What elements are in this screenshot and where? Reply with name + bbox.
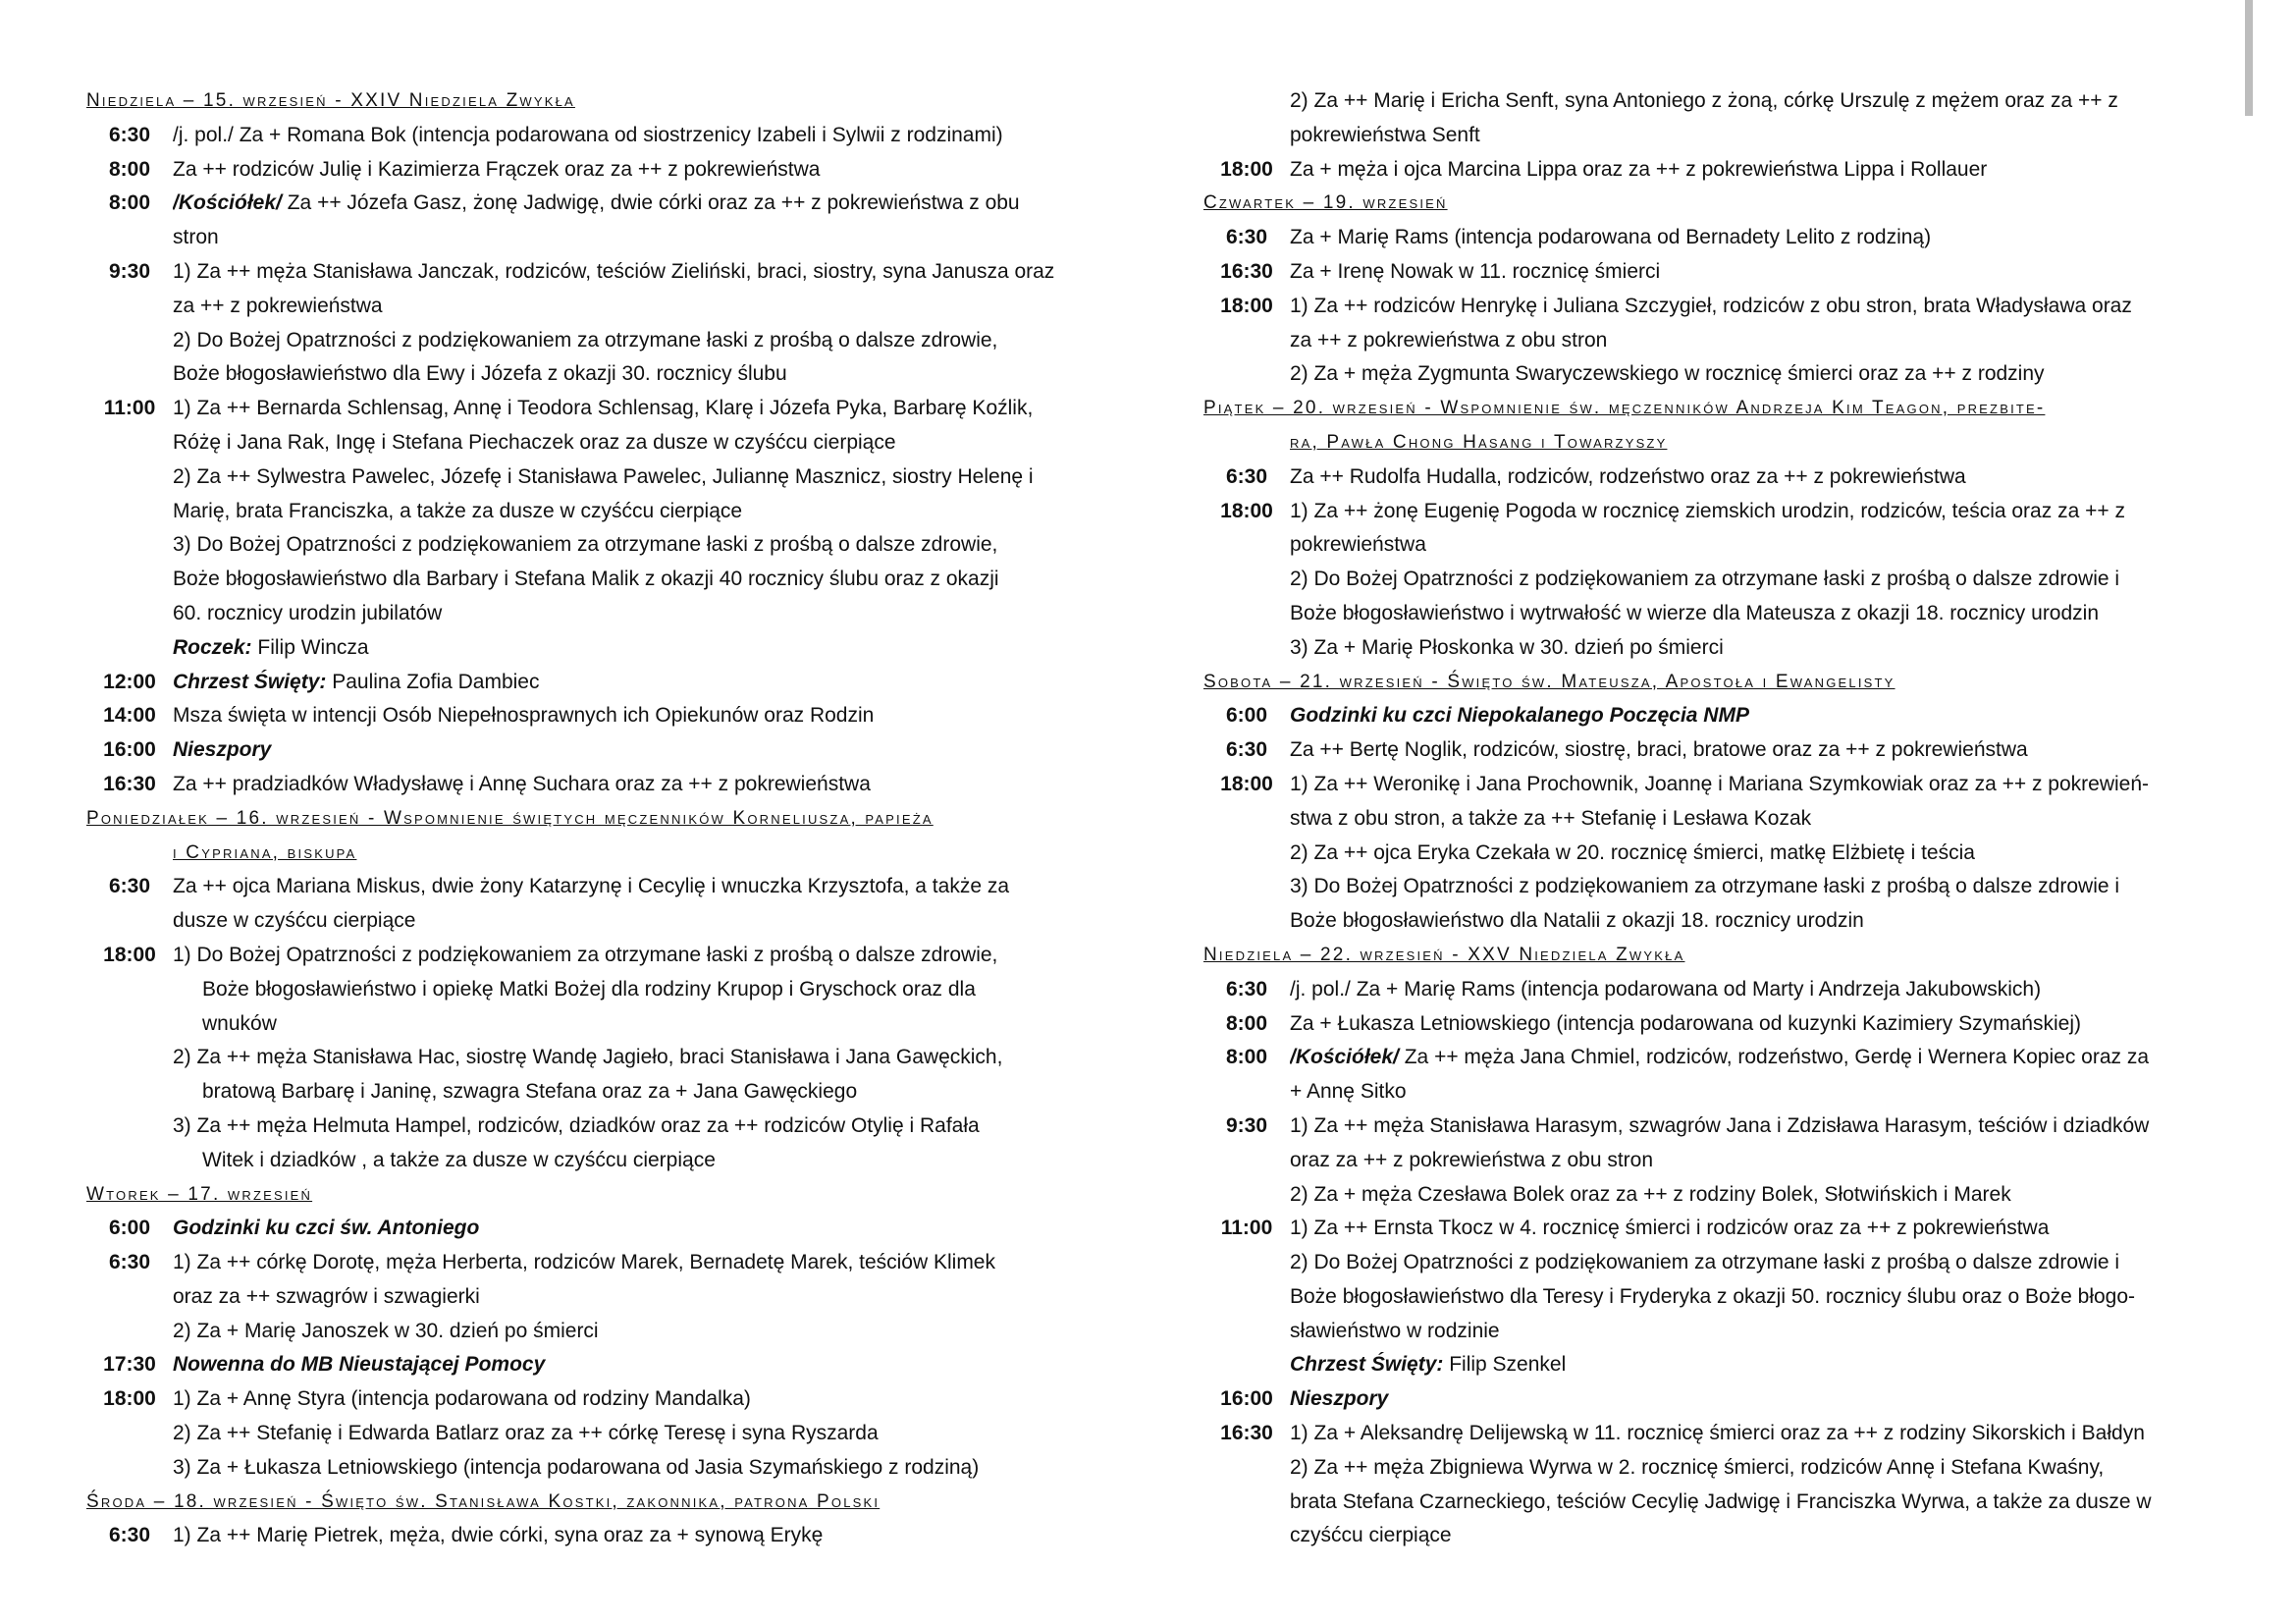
intention-text: wnuków — [202, 1011, 277, 1035]
mass-time — [86, 597, 173, 631]
intention-text: Za ++ pradziadków Władysławę i Annę Suchara oraz za ++ z pokrewieństwa — [173, 772, 871, 795]
mass-entry-continuation — [1203, 1075, 2221, 1110]
intention-text: Boże błogosławieństwo i opiekę Matki Bożej dla rodziny Krupop i Gryschock oraz dla — [202, 977, 976, 1001]
intention-text: Boże błogosławieństwo dla Teresy i Fryderyka z okazji 50. rocznicy ślubu oraz o Boże błogo- — [1290, 1284, 2136, 1308]
intention-text: Różę i Jana Rak, Ingę i Stefana Piechaczek oraz za dusze w czyśćcu cierpiące — [173, 430, 896, 454]
intention-text: za ++ z pokrewieństwa — [173, 294, 383, 317]
mass-time — [86, 290, 173, 324]
mass-entry — [1203, 495, 2221, 529]
intention-text: 1) Za + Aleksandrę Delijewską w 11. rocznicę śmierci oraz za ++ z rodziny Sikorskich i Bałdyn — [1290, 1422, 2145, 1445]
intention-text: Za ++ Rudolfa Hudalla, rodziców, rodzeństwo oraz za ++ z pokrewieństwa — [1290, 464, 1966, 488]
day-heading-text: Czwartek – 19. wrzesień — [1203, 192, 1448, 214]
intention-text: sławieństwo w rodzinie — [1290, 1319, 1500, 1342]
mass-entry — [1203, 733, 2221, 768]
mass-time — [86, 1451, 173, 1486]
intention-text: 3) Za + Łukasza Letniowskiego (intencja podarowana od Jasia Szymańskiego z rodziną) — [173, 1455, 980, 1479]
mass-time: 16:00 — [103, 738, 156, 762]
mass-time — [1203, 1486, 1290, 1520]
mass-time — [1203, 119, 1290, 153]
day-heading-text: i Cypriana, biskupa — [173, 841, 357, 863]
day-heading — [86, 84, 1104, 119]
mass-entry-continuation — [1203, 1451, 2221, 1486]
day-heading — [1203, 392, 2221, 426]
intention-text: 3) Do Bożej Opatrzności z podziękowaniem za otrzymane łaski z prośbą o dalsze zdrowie, — [173, 533, 998, 557]
mass-time — [1203, 802, 1290, 837]
mass-entry — [86, 768, 1104, 802]
mass-time — [86, 904, 173, 939]
intention-text: 2) Za ++ Stefanię i Edwarda Batlarz oraz za ++ córkę Teresę i syna Ryszarda — [173, 1422, 879, 1445]
mass-time: 18:00 — [1220, 499, 1273, 522]
mass-time: 9:30 — [1225, 1113, 1268, 1137]
mass-time — [1203, 1280, 1290, 1315]
intention-text: 60. rocznicy urodzin jubilatów — [173, 601, 443, 624]
emphasis-label: Nieszpory — [173, 738, 272, 762]
intention-text: bratową Barbarę i Janinę, szwagra Stefana oraz za + Jana Gawęckiego — [202, 1080, 858, 1104]
mass-time — [86, 1041, 173, 1075]
intention-text: Za + Irenę Nowak w 11. rocznicę śmierci — [1290, 259, 1661, 283]
mass-entry-continuation — [86, 1280, 1104, 1315]
intention-text: Za ++ rodziców Julię i Kazimierza Frączek oraz za ++ z pokrewieństwa — [173, 157, 821, 181]
intention-text: za ++ z pokrewieństwa z obu stron — [1290, 328, 1608, 352]
emphasis-label: Godzinki ku czci Niepokalanego Poczęcia NMP — [1290, 704, 1749, 728]
mass-entry-continuation — [1203, 528, 2221, 563]
mass-time: 6:30 — [1225, 464, 1268, 488]
emphasis-label: Godzinki ku czci św. Antoniego — [173, 1217, 480, 1240]
day-heading-text: Niedziela – 22. wrzesień - XXV Niedziela Zwykła — [1203, 944, 1685, 965]
mass-time — [86, 357, 173, 392]
mass-entry-continuation — [1203, 597, 2221, 631]
intention-text: Msza święta w intencji Osób Niepełnosprawnych ich Opiekunów oraz Rodzin — [173, 704, 875, 728]
mass-time: 18:00 — [103, 1387, 156, 1411]
intention-text: 3) Za + Marię Płoskonka w 30. dzień po śmierci — [1290, 635, 1724, 659]
mass-entry — [86, 392, 1104, 426]
mass-entry-continuation — [1203, 1246, 2221, 1280]
mass-entry-continuation — [86, 1007, 1104, 1042]
intention-text: Za + Marię Rams (intencja podarowana od Bernadety Lelito z rodziną) — [1290, 226, 1932, 249]
mass-entry — [86, 666, 1104, 700]
mass-time — [86, 631, 173, 666]
day-heading — [86, 1486, 1104, 1520]
mass-time — [86, 460, 173, 495]
day-heading-text: Sobota – 21. wrzesień - Święto św. Mateusza, Apostoła i Ewangelisty — [1203, 671, 1896, 692]
emphasis-label: Nieszpory — [1290, 1387, 1389, 1411]
mass-time: 6:00 — [108, 1217, 151, 1240]
intention-text: 1) Za ++ żonę Eugenię Pogoda w rocznicę ziemskich urodzin, rodziców, teścia oraz za ++ z — [1290, 499, 2125, 522]
intention-text: Filip Szenkel — [1443, 1353, 1567, 1377]
mass-time — [1203, 1348, 1290, 1382]
mass-entry-continuation — [1203, 1348, 2221, 1382]
mass-time: 6:30 — [1225, 738, 1268, 762]
scrollbar-thumb[interactable] — [2245, 0, 2253, 116]
intention-text: 2) Za ++ męża Stanisława Hac, siostrę Wandę Jagieło, braci Stanisława i Jana Gawęckich, — [173, 1046, 1003, 1069]
mass-entry-continuation — [86, 290, 1104, 324]
mass-entry-continuation — [86, 528, 1104, 563]
intention-text: Za ++ ojca Mariana Miskus, dwie żony Katarzynę i Cecylię i wnuczka Krzysztofa, a także za — [173, 875, 1010, 898]
mass-time: 8:00 — [1225, 1011, 1268, 1035]
mass-time — [86, 1007, 173, 1042]
intention-text: Za ++ Bertę Noglik, rodziców, siostrę, braci, bratowe oraz za ++ z pokrewieństwa — [1290, 738, 2028, 762]
intention-text: 1) Za ++ Ernsta Tkocz w 4. rocznicę śmierci i rodziców oraz za ++ z pokrewieństwa — [1290, 1217, 2050, 1240]
intention-text: dusze w czyśćcu cierpiące — [173, 909, 416, 933]
intention-text: 1) Za ++ rodziców Henrykę i Juliana Szczygieł, rodziców z obu stron, brata Władysława oraz — [1290, 294, 2132, 317]
mass-time — [1203, 1451, 1290, 1486]
mass-time — [86, 528, 173, 563]
mass-entry-continuation — [86, 426, 1104, 460]
mass-time — [86, 973, 173, 1007]
day-heading — [1203, 666, 2221, 700]
intention-text: 1) Za ++ Weronikę i Jana Prochownik, Joannę i Mariana Szymkowiak oraz za ++ z pokrewień- — [1290, 772, 2150, 795]
emphasis-label: /Kościółek/ — [1290, 1046, 1399, 1069]
intention-text: /j. pol./ Za + Marię Rams (intencja podarowana od Marty i Andrzeja Jakubowskich) — [1290, 977, 2042, 1001]
mass-entry-continuation — [86, 324, 1104, 358]
mass-time: 6:30 — [1225, 226, 1268, 249]
mass-entry-continuation — [86, 1041, 1104, 1075]
intention-text: Za ++ męża Jana Chmiel, rodziców, rodzeństwo, Gerdę i Wernera Kopiec oraz za — [1398, 1046, 2150, 1069]
mass-entry-continuation — [86, 460, 1104, 495]
mass-entry-continuation — [86, 973, 1104, 1007]
intention-text: pokrewieństwa Senft — [1290, 123, 1480, 146]
mass-time: 6:30 — [108, 875, 151, 898]
mass-entry — [86, 1246, 1104, 1280]
mass-time: 11:00 — [103, 397, 156, 420]
mass-time: 6:30 — [108, 1251, 151, 1274]
emphasis-label: Roczek: — [173, 635, 252, 659]
mass-entry — [86, 699, 1104, 733]
day-heading-text: ra, Pawła Chong Hasang i Towarzyszy — [1290, 431, 1668, 453]
mass-entry — [1203, 221, 2221, 255]
mass-entry-continuation — [86, 1417, 1104, 1451]
intention-text: 2) Do Bożej Opatrzności z podziękowaniem za otrzymane łaski z prośbą o dalsze zdrowie, — [173, 328, 998, 352]
emphasis-label: Chrzest Święty: — [1290, 1353, 1444, 1377]
mass-time — [1203, 1315, 1290, 1349]
mass-time — [86, 563, 173, 597]
mass-time: 11:00 — [1220, 1217, 1273, 1240]
intention-text: brata Stefana Czarneckiego, teściów Cecylię Jadwigę i Franciszka Wyrwa, a także za dusze w — [1290, 1489, 2152, 1513]
mass-entry — [86, 119, 1104, 153]
mass-time — [1203, 563, 1290, 597]
intention-text: Boże błogosławieństwo dla Natalii z okazji 18. rocznicy urodzin — [1290, 909, 1864, 933]
mass-time: 17:30 — [103, 1353, 156, 1377]
mass-entry-continuation — [86, 904, 1104, 939]
mass-entry-continuation — [1203, 1178, 2221, 1213]
right-column — [1203, 84, 2221, 1553]
day-heading-text: Wtorek – 17. wrzesień — [86, 1183, 313, 1205]
intention-text: 2) Za + męża Czesława Bolek oraz za ++ z rodziny Bolek, Słotwińskich i Marek — [1290, 1182, 2011, 1206]
mass-time — [1203, 1519, 1290, 1553]
mass-time: 18:00 — [1220, 772, 1273, 795]
mass-entry-continuation — [1203, 1315, 2221, 1349]
mass-entry-continuation — [1203, 563, 2221, 597]
mass-time — [86, 495, 173, 529]
mass-time: 16:30 — [103, 772, 156, 795]
mass-entry — [1203, 1212, 2221, 1246]
mass-entry-continuation — [1203, 324, 2221, 358]
mass-entry — [1203, 1417, 2221, 1451]
mass-time — [1203, 84, 1290, 119]
mass-entry — [1203, 768, 2221, 802]
mass-time: 16:00 — [1220, 1387, 1273, 1411]
mass-time: 18:00 — [1220, 294, 1273, 317]
mass-time: 12:00 — [103, 670, 156, 693]
intention-text: 1) Do Bożej Opatrzności z podziękowaniem za otrzymane łaski z prośbą o dalsze zdrowie, — [173, 943, 998, 966]
mass-time: 16:30 — [1220, 259, 1273, 283]
intention-text: 2) Za ++ ojca Eryka Czekała w 20. rocznicę śmierci, matkę Elżbietę i teścia — [1290, 840, 1975, 864]
day-heading — [86, 837, 1104, 871]
intention-text: oraz za ++ z pokrewieństwa z obu stron — [1290, 1148, 1654, 1171]
mass-entry-continuation — [86, 1315, 1104, 1349]
intention-text: 2) Do Bożej Opatrzności z podziękowaniem za otrzymane łaski z prośbą o dalsze zdrowie i — [1290, 1251, 2120, 1274]
mass-entry-continuation — [1203, 119, 2221, 153]
mass-time — [86, 221, 173, 255]
mass-entry — [1203, 1041, 2221, 1075]
mass-entry — [86, 187, 1104, 221]
intention-text: 3) Do Bożej Opatrzności z podziękowaniem za otrzymane łaski z prośbą o dalsze zdrowie i — [1290, 875, 2120, 898]
mass-time — [1203, 1178, 1290, 1213]
mass-time — [86, 426, 173, 460]
mass-entry — [1203, 255, 2221, 290]
intention-text: 1) Za ++ córkę Dorotę, męża Herberta, rodziców Marek, Bernadetę Marek, teściów Klimek — [173, 1251, 995, 1274]
mass-time — [1203, 324, 1290, 358]
mass-entry-continuation — [1203, 631, 2221, 666]
intention-text: Marię, brata Franciszka, a także za dusze w czyśćcu cierpiące — [173, 499, 743, 522]
mass-time: 18:00 — [1220, 157, 1273, 181]
left-column — [86, 84, 1104, 1553]
intention-text: 2) Za + męża Zygmunta Swaryczewskiego w rocznicę śmierci oraz za ++ z rodziny — [1290, 362, 2045, 386]
mass-entry-continuation — [86, 1451, 1104, 1486]
mass-entry — [86, 255, 1104, 290]
mass-time — [86, 1417, 173, 1451]
mass-time — [1203, 1075, 1290, 1110]
mass-time — [1203, 357, 1290, 392]
mass-entry — [86, 1212, 1104, 1246]
mass-entry — [86, 1348, 1104, 1382]
day-heading — [1203, 426, 2221, 460]
mass-entry-continuation — [1203, 84, 2221, 119]
mass-entry — [86, 1519, 1104, 1553]
mass-time — [86, 1315, 173, 1349]
mass-entry — [1203, 290, 2221, 324]
intention-text: stron — [173, 226, 219, 249]
mass-entry-continuation — [1203, 357, 2221, 392]
emphasis-label: /Kościółek/ — [173, 191, 282, 215]
mass-entry — [1203, 973, 2221, 1007]
intention-text: Boże błogosławieństwo dla Ewy i Józefa z okazji 30. rocznicy ślubu — [173, 362, 787, 386]
mass-time: 6:30 — [108, 1524, 151, 1547]
mass-entry — [1203, 1110, 2221, 1144]
intention-text: oraz za ++ szwagrów i szwagierki — [173, 1284, 480, 1308]
mass-time — [86, 1144, 173, 1178]
mass-entry-continuation — [86, 221, 1104, 255]
mass-entry-continuation — [1203, 870, 2221, 904]
day-heading-text: Środa – 18. wrzesień - Święto św. Stanisława Kostki, zakonnika, patrona Polski — [86, 1490, 881, 1512]
mass-time: 16:30 — [1220, 1422, 1273, 1445]
mass-time — [1203, 597, 1290, 631]
mass-entry-continuation — [86, 597, 1104, 631]
day-heading — [1203, 939, 2221, 973]
intention-text: 1) Za ++ męża Stanisława Janczak, rodziców, teściów Zieliński, braci, siostry, syna Janusza oraz — [173, 259, 1055, 283]
mass-time: 8:00 — [1225, 1046, 1268, 1069]
day-heading — [1203, 187, 2221, 221]
mass-entry-continuation — [1203, 802, 2221, 837]
mass-time — [1203, 1144, 1290, 1178]
mass-entry — [86, 1382, 1104, 1417]
day-heading-text: Poniedziałek – 16. wrzesień - Wspomnienie świętych męczenników Korneliusza, papieża — [86, 807, 934, 829]
mass-entry-continuation — [86, 357, 1104, 392]
intention-text: Za + Łukasza Letniowskiego (intencja podarowana od kuzynki Kazimiery Szymańskiej) — [1290, 1011, 2081, 1035]
mass-entry — [86, 733, 1104, 768]
mass-time: 8:00 — [108, 191, 151, 215]
mass-entry — [1203, 1382, 2221, 1417]
mass-time: 6:30 — [108, 123, 151, 146]
intention-text: 1) Za + Annę Styra (intencja podarowana od rodziny Mandalka) — [173, 1387, 751, 1411]
intention-text: 2) Za ++ męża Zbigniewa Wyrwa w 2. rocznicę śmierci, rodziców Annę i Stefana Kwaśny, — [1290, 1455, 2105, 1479]
intention-text: stwa z obu stron, a także za ++ Stefanię i Lesława Kozak — [1290, 806, 1812, 830]
day-heading — [86, 802, 1104, 837]
intention-text: Witek i dziadków , a także za dusze w czyśćcu cierpiące — [202, 1148, 716, 1171]
intention-text: 1) Za ++ Bernarda Schlensag, Annę i Teodora Schlensag, Klarę i Józefa Pyka, Barbarę Koźlik, — [173, 397, 1034, 420]
mass-time — [1203, 1246, 1290, 1280]
mass-entry-continuation — [86, 1110, 1104, 1144]
mass-entry-continuation — [86, 1075, 1104, 1110]
intention-text: 2) Za ++ Marię i Ericha Senft, syna Antoniego z żoną, córkę Urszulę z mężem oraz za ++ z — [1290, 89, 2118, 112]
intention-text: 1) Za ++ Marię Pietrek, męża, dwie córki, syna oraz za + synową Erykę — [173, 1524, 824, 1547]
mass-time — [86, 1110, 173, 1144]
mass-entry — [1203, 460, 2221, 495]
emphasis-label: Nowenna do MB Nieustającej Pomocy — [173, 1353, 546, 1377]
mass-time — [1203, 528, 1290, 563]
intention-text: 1) Za ++ męża Stanisława Harasym, szwagrów Jana i Zdzisława Harasym, teściów i dziadków — [1290, 1113, 2150, 1137]
emphasis-label: Chrzest Święty: — [173, 670, 327, 693]
mass-entry-continuation — [1203, 1144, 2221, 1178]
intention-text: 3) Za ++ męża Helmuta Hampel, rodziców, dziadków oraz za ++ rodziców Otylię i Rafała — [173, 1113, 980, 1137]
intention-text: Filip Wincza — [251, 635, 369, 659]
day-heading — [86, 1178, 1104, 1213]
mass-time: 8:00 — [108, 157, 151, 181]
intention-text: czyśćcu cierpiące — [1290, 1524, 1452, 1547]
mass-time: 18:00 — [103, 943, 156, 966]
mass-entry-continuation — [1203, 904, 2221, 939]
mass-entry — [1203, 699, 2221, 733]
intention-text: Za ++ Józefa Gasz, żonę Jadwigę, dwie córki oraz za ++ z pokrewieństwa z obu — [281, 191, 1020, 215]
mass-time — [1203, 837, 1290, 871]
day-heading-text: Niedziela – 15. wrzesień - XXIV Niedziela Zwykła — [86, 90, 575, 111]
mass-entry-continuation — [86, 563, 1104, 597]
mass-entry-continuation — [1203, 1486, 2221, 1520]
mass-time: 14:00 — [103, 704, 156, 728]
mass-time — [1203, 870, 1290, 904]
mass-time — [1203, 904, 1290, 939]
mass-entry — [1203, 1007, 2221, 1042]
intention-text: Za + męża i ojca Marcina Lippa oraz za ++ z pokrewieństwa Lippa i Rollauer — [1290, 157, 1988, 181]
mass-entry-continuation — [86, 1144, 1104, 1178]
mass-entry — [1203, 153, 2221, 188]
mass-time — [1203, 631, 1290, 666]
mass-time: 9:30 — [108, 259, 151, 283]
day-heading-text: Piątek – 20. wrzesień - Wspomnienie św. męczenników Andrzeja Kim Teagon, prezbite- — [1203, 398, 2046, 419]
mass-entry — [86, 153, 1104, 188]
mass-time: 6:30 — [1225, 977, 1268, 1001]
mass-time: 6:00 — [1225, 704, 1268, 728]
mass-entry-continuation — [86, 495, 1104, 529]
intention-text: Boże błogosławieństwo i wytrwałość w wierze dla Mateusza z okazji 18. rocznicy urodzin — [1290, 601, 2100, 624]
mass-time — [86, 324, 173, 358]
mass-entry-continuation — [1203, 1519, 2221, 1553]
intention-text: Boże błogosławieństwo dla Barbary i Stefana Malik z okazji 40 rocznicy ślubu oraz z okazji — [173, 568, 999, 591]
intention-text: /j. pol./ Za + Romana Bok (intencja podarowana od siostrzenicy Izabeli i Sylwii z rodzinami) — [173, 123, 1003, 146]
intention-text: 2) Do Bożej Opatrzności z podziękowaniem za otrzymane łaski z prośbą o dalsze zdrowie i — [1290, 568, 2120, 591]
mass-entry-continuation — [1203, 837, 2221, 871]
intention-text: + Annę Sitko — [1290, 1080, 1407, 1104]
mass-time — [86, 1280, 173, 1315]
mass-time — [86, 1075, 173, 1110]
intention-text: pokrewieństwa — [1290, 533, 1426, 557]
mass-entry — [86, 870, 1104, 904]
mass-entry-continuation — [86, 631, 1104, 666]
intention-text: 2) Za ++ Sylwestra Pawelec, Józefę i Stanisława Pawelec, Juliannę Masznicz, siostry Helenę i — [173, 464, 1034, 488]
intention-text: 2) Za + Marię Janoszek w 30. dzień po śmierci — [173, 1319, 599, 1342]
intention-text: Paulina Zofia Dambiec — [326, 670, 540, 693]
mass-entry-continuation — [1203, 1280, 2221, 1315]
mass-entry — [86, 939, 1104, 973]
